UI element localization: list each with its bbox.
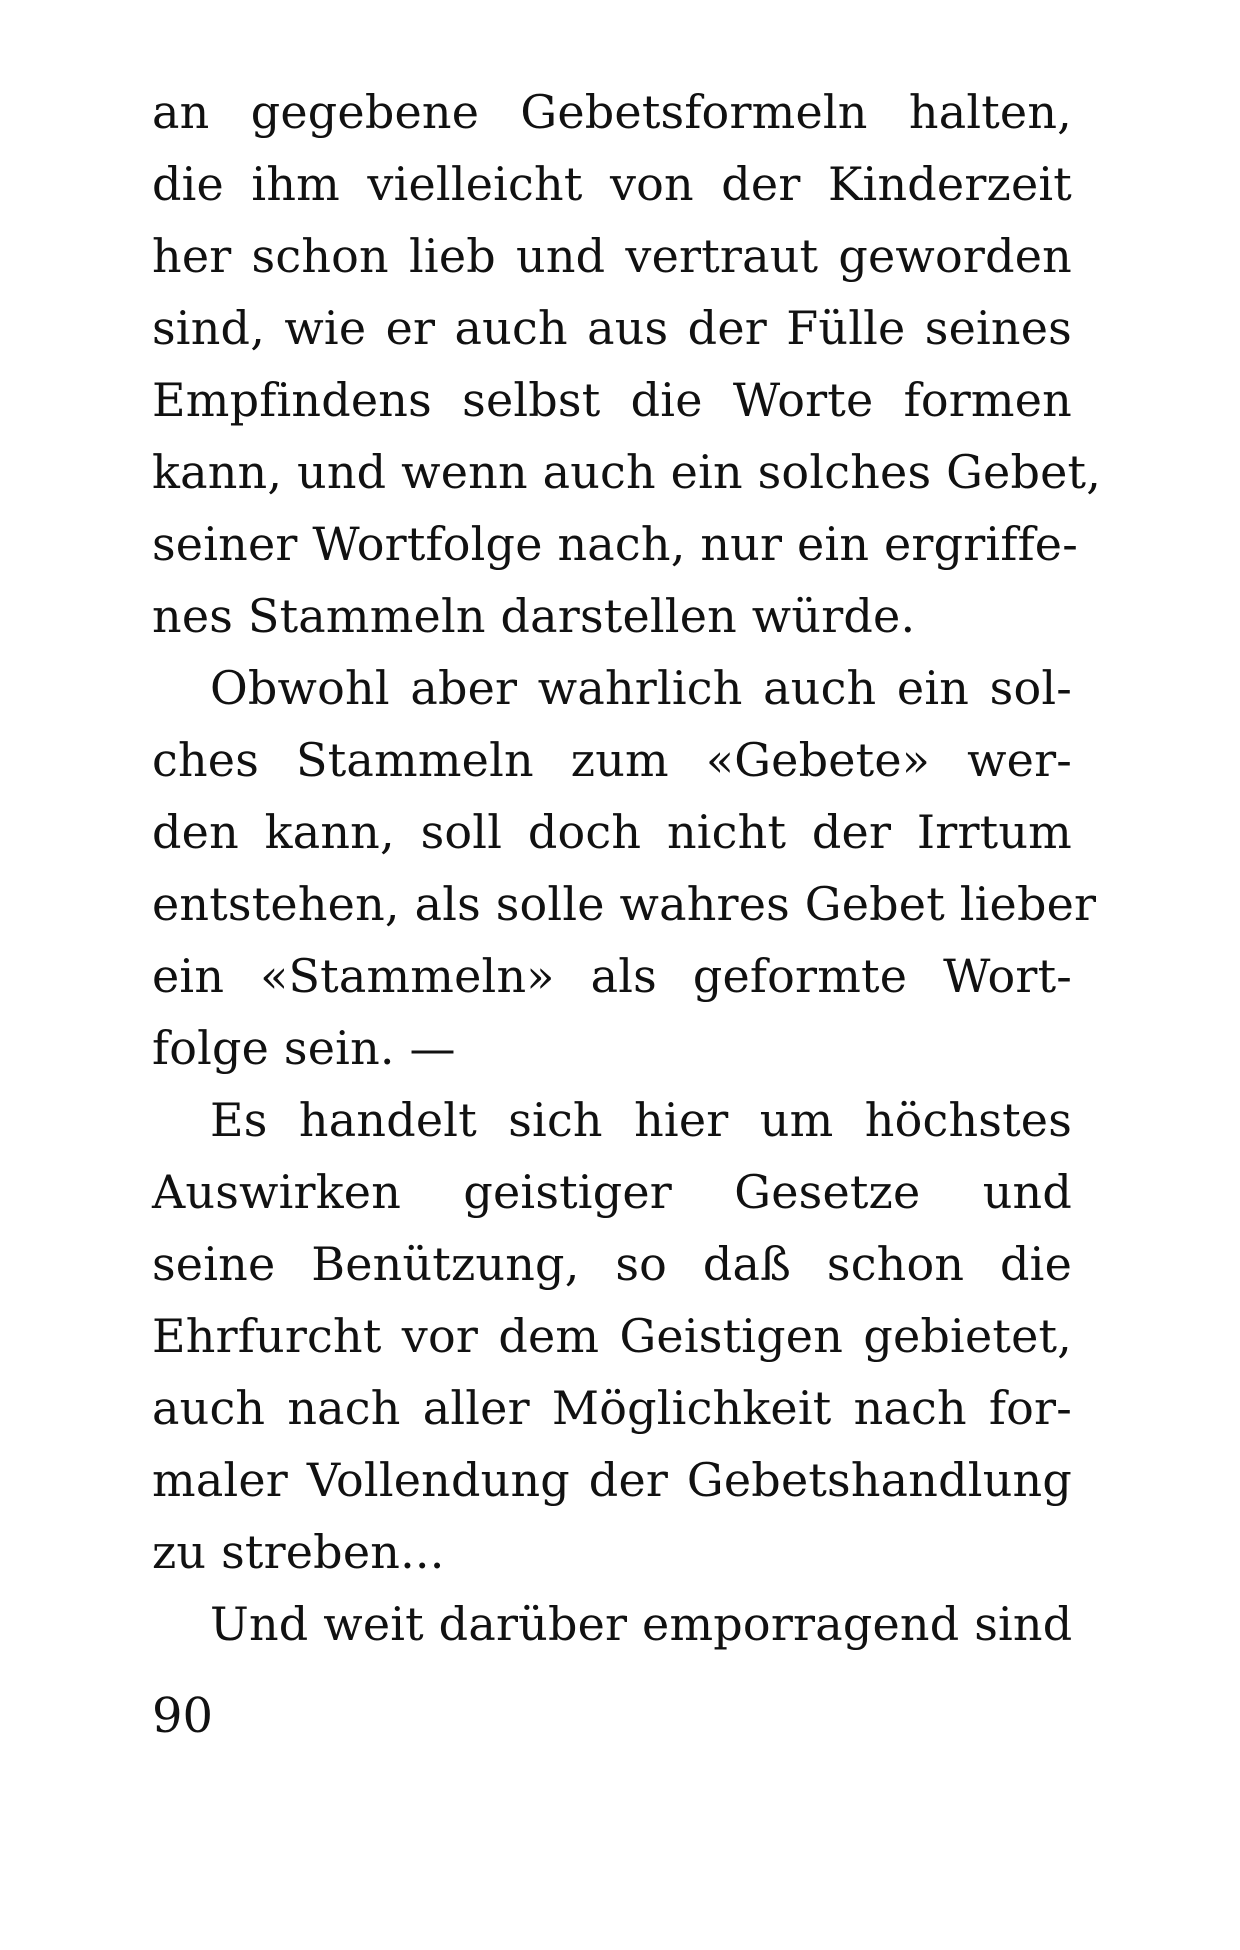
paragraph-start-line: Obwohl aber wahrlich auch ein sol- [210, 661, 1072, 715]
text-line: her schon lieb und vertraut geworden [152, 229, 1072, 283]
text-line: Auswirken geistiger Gesetze und [152, 1165, 1072, 1219]
text-line: maler Vollendung der Gebetshandlung [152, 1453, 1072, 1507]
text-line: ches Stammeln zum «Gebete» wer- [152, 733, 1072, 787]
text-line: kann, und wenn auch ein solches Gebet, [152, 445, 1102, 499]
text-line: Empfindens selbst die Worte formen [152, 373, 1072, 427]
text-line: nes Stammeln darstellen würde. [152, 589, 916, 643]
paragraph-start-line: Es handelt sich hier um höchstes [210, 1093, 1072, 1147]
text-line: die ihm vielleicht von der Kinderzeit [152, 157, 1072, 211]
text-line: entstehen, als solle wahres Gebet lieber [152, 877, 1097, 931]
text-line: folge sein. — [152, 1021, 456, 1075]
text-line: den kann, soll doch nicht der Irrtum [152, 805, 1072, 859]
body-text [152, 76, 1102, 1660]
text-line: ein «Stammeln» als geformte Wort- [152, 949, 1072, 1003]
text-line: Ehrfurcht vor dem Geistigen gebietet, [152, 1309, 1072, 1363]
text-line: auch nach aller Möglichkeit nach for- [152, 1381, 1072, 1435]
paragraph-start-line: Und weit darüber emporragend sind [210, 1597, 1073, 1651]
text-line: sind, wie er auch aus der Fülle seines [152, 301, 1072, 355]
text-line: an gegebene Gebetsformeln halten, [152, 85, 1072, 139]
text-line: seiner Wortfolge nach, nur ein ergriffe- [152, 517, 1078, 571]
page-number: 90 [152, 1688, 214, 1744]
text-line: zu streben... [152, 1525, 445, 1579]
text-line: seine Benützung, so daß schon die [152, 1237, 1072, 1291]
